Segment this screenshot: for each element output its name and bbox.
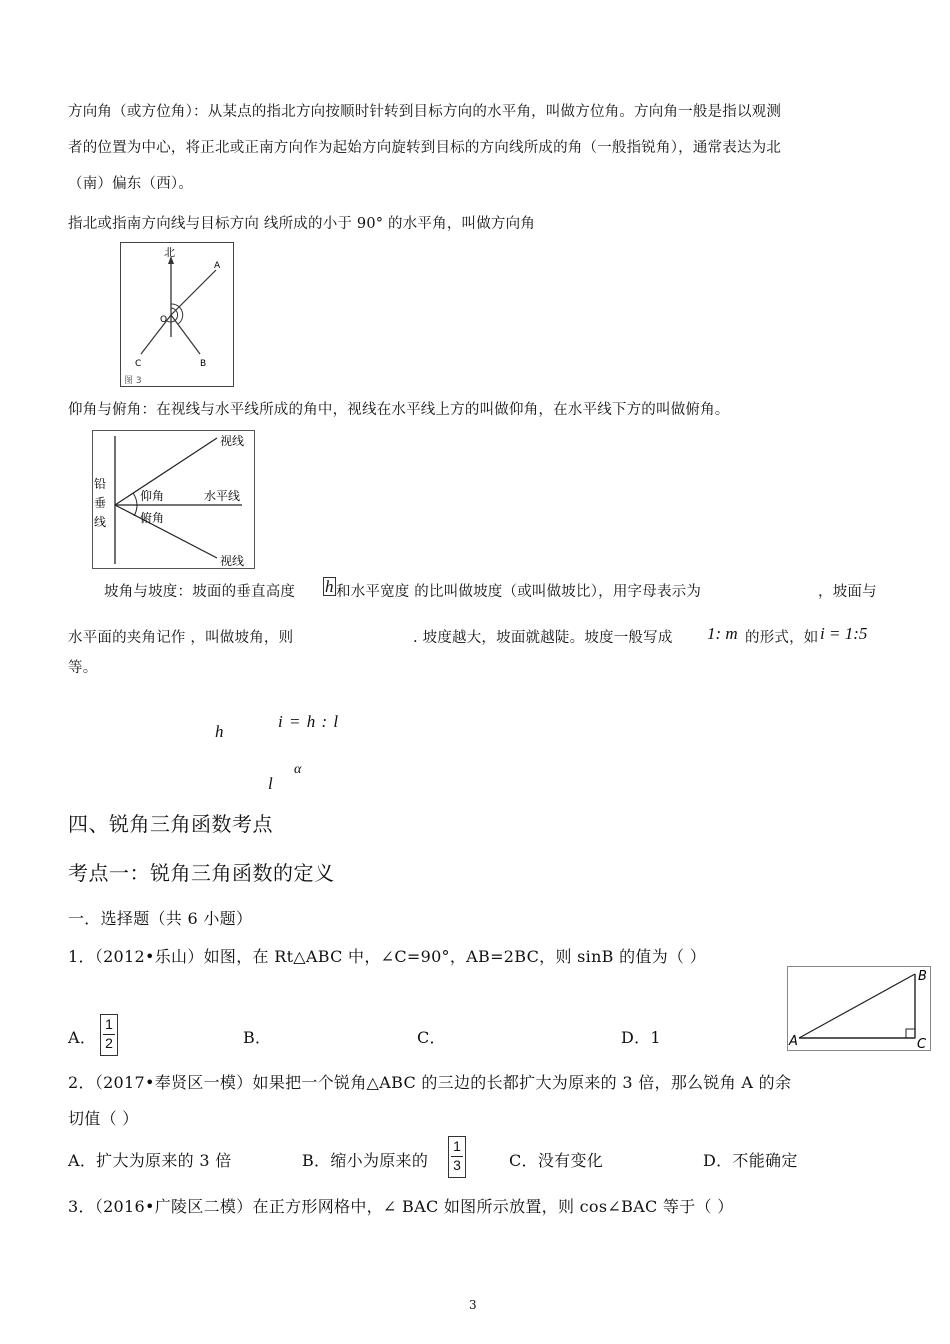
label-C: C [135,359,142,369]
slope-line1-part2: 和水平宽度 的比叫做坡度（或叫做坡比），用字母表示为 [336,584,702,600]
slope-line2-part2: . 坡度越大，坡面就越陡。坡度一般写成 [413,630,673,646]
label-plumb-3: 线 [94,515,107,529]
q2-stem-line2: 切值（ ） [68,1109,139,1128]
q1-fraction-numerator: 1 [105,1016,113,1032]
slope-example: i = 1:5 [820,624,868,643]
section-subtitle: 考点一：锐角三角函数的定义 [68,861,335,885]
page-number: 3 [469,1298,477,1312]
figure-bearing-diagram [120,242,235,388]
label-elevation-angle: 仰角 [140,489,165,503]
label-sight-bottom: 视线 [220,554,245,568]
slope-line3: 等。 [68,660,98,676]
paragraph-elevation-depression: 仰角与俯角：在视线与水平线所成的角中，视线在水平线上方的叫做仰角，在水平线下方的叫做俯角。 [68,402,730,418]
figure-elevation-depression [92,430,256,570]
label-O: O [160,315,168,325]
q1-fraction-denominator: 2 [105,1035,113,1051]
q1-triangle-figure [787,966,932,1052]
label-plumb-2: 垂 [94,496,107,510]
label-B: B [200,359,207,369]
slope-figure-formula: i = h : l [278,712,340,731]
q1-stem: 1．（2012•乐山）如图，在 Rt△ABC 中，∠C=90°，AB=2BC，则 sinB 的值为（ ） [68,947,706,966]
slope-figure-alpha: α [294,762,302,777]
vertex-B: B [918,969,927,984]
label-sight-top: 视线 [220,434,245,448]
q2-option-b: B．缩小为原来的 [302,1151,429,1170]
q1-option-b: B． [243,1028,272,1047]
paragraph-direction-angle-definition: 指北或指南方向线与目标方向 线所成的小于 90° 的水平角，叫做方向角 [68,216,536,232]
slope-line2-part3: 的形式，如 [745,630,819,646]
q2-option-d: D．不能确定 [703,1151,798,1170]
slope-line1-part3: ，坡面与 [818,584,877,600]
section-title: 四、锐角三角函数考点 [68,812,273,836]
paragraph-direction-angle-line3: （南）偏东（西）。 [68,176,194,192]
slope-ratio-form: 1: m [707,624,738,643]
q1-option-d: D．1 [621,1028,661,1047]
question-group-heading: 一．选择题（共 6 小题） [68,909,253,928]
figure-caption: 图 3 [124,376,142,386]
vertex-A: A [789,1034,798,1049]
q1-option-c: C． [417,1028,446,1047]
q3-stem: 3．（2016•广陵区二模）在正方形网格中，∠ BAC 如图所示放置，则 cos∠BAC 等于（ ） [68,1197,734,1216]
label-north: 北 [164,246,175,259]
q2-option-b-fraction [448,1136,466,1178]
label-A: A [214,261,221,271]
q2-option-a: A．扩大为原来的 3 倍 [68,1151,232,1170]
q1-option-a: A． [68,1028,97,1047]
slope-height-symbol: h [325,577,334,596]
q2-stem-line1: 2．（2017•奉贤区一模）如果把一个锐角△ABC 的三边的长都扩大为原来的 3 倍，那么锐角 A 的余 [68,1073,792,1092]
vertex-C: C [917,1037,927,1052]
label-depression-angle: 俯角 [140,511,165,525]
slope-figure-l: l [268,774,273,793]
slope-figure-h: h [215,722,224,741]
q2-option-c: C．没有变化 [509,1151,604,1170]
slope-line1-part1: 坡角与坡度：坡面的垂直高度 [104,584,296,600]
q1-option-a-fraction [100,1014,118,1056]
paragraph-direction-angle-line2: 者的位置为中心，将正北或正南方向作为起始方向旋转到目标的方向线所成的角（一般指锐角），通常表达为北 [68,140,782,156]
label-horizontal: 水平线 [204,489,241,503]
label-plumb-1: 铅 [94,477,107,491]
slope-line2-part1: 水平面的夹角记作 ，叫做坡角，则 [68,630,294,646]
paragraph-direction-angle-line1: 方向角（或方位角）：从某点的指北方向按顺时针转到目标方向的水平角，叫做方位角。方向角一般是指以观测 [68,104,782,120]
q2-fraction-denominator: 3 [453,1157,461,1173]
q2-fraction-numerator: 1 [453,1138,461,1154]
